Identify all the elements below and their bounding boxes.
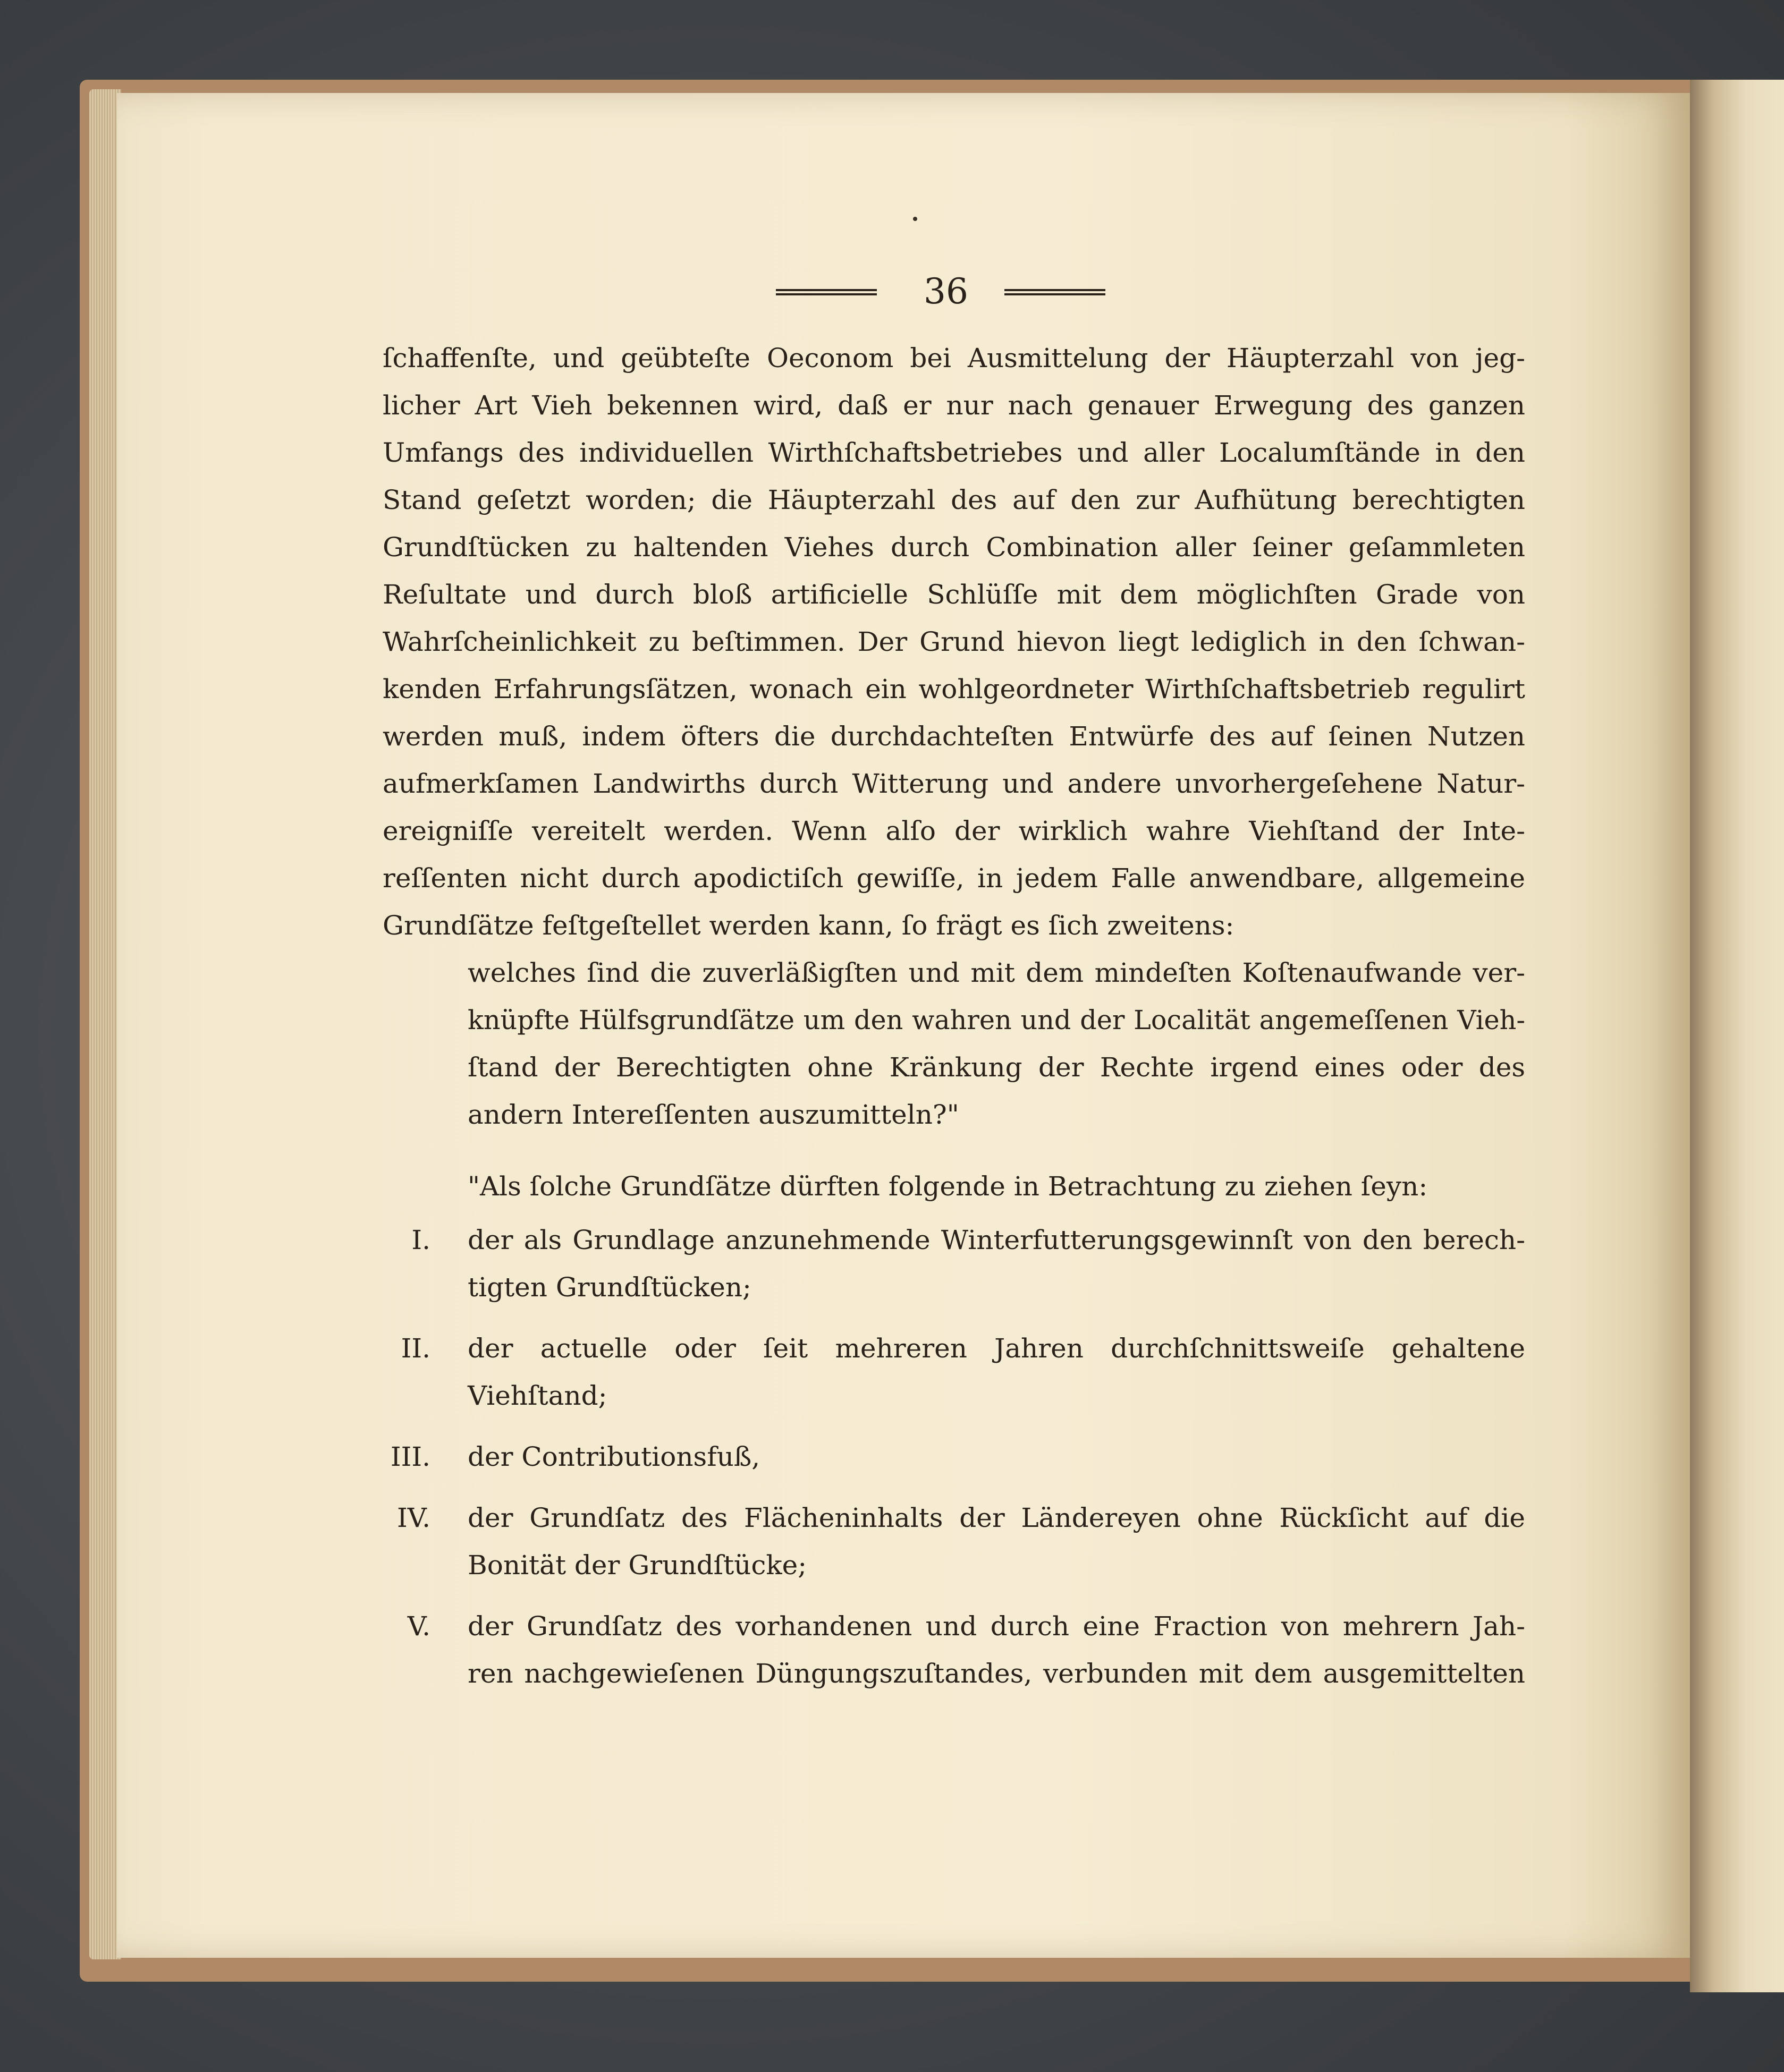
text-line: ſchaffenſte, und geübteſte Oeconom bei Ausmittelung der Häupterzahl von jeg- (383, 343, 1525, 373)
list-intro (468, 1163, 1525, 1210)
text-line: Bonität der Grundſtücke; (468, 1550, 807, 1581)
list-number: IV. (396, 1502, 430, 1533)
text-line: der als Grundlage anzunehmende Winterfutterungsgewinnſt von den berech- (468, 1225, 1525, 1255)
page-edges (89, 89, 121, 1959)
text-line: Wahrſcheinlichkeit zu beſtimmen. Der Grund hievon liegt lediglich in den ſchwan- (383, 626, 1525, 657)
text-line: Grundſätze feſtgeſtellet werden kann, ſo frägt es ſich zweitens: (383, 910, 1235, 941)
text-line: welches ſind die zuverläßigſten und mit dem mindeſten Koſtenaufwande ver- (468, 957, 1525, 988)
text-line: Reſultate und durch bloß artificielle Schlüſſe mit dem möglichſten Grade von (383, 579, 1525, 610)
text-line: Stand geſetzt worden; die Häupterzahl des auf den zur Aufhütung berechtigten (383, 485, 1525, 515)
list-number: II. (401, 1333, 430, 1364)
text-line: tigten Grundſtücken; (468, 1272, 751, 1303)
list-number: I. (411, 1225, 430, 1255)
paragraph-1 (383, 335, 1525, 949)
text-line: der actuelle oder ſeit mehreren Jahren durchſchnittsweiſe gehaltene (468, 1333, 1525, 1364)
text-line: der Grundſatz des vorhandenen und durch eine Fraction von mehrern Jah- (468, 1611, 1525, 1642)
principles-list (383, 1217, 1525, 1697)
text-line: "Als ſolche Grundſätze dürften folgende in Betrachtung zu ziehen ſeyn: (468, 1171, 1428, 1202)
text-line: der Contributionsfuß, (468, 1441, 760, 1472)
page-header (776, 271, 1116, 313)
facing-page-edge (1690, 80, 1784, 1992)
list-item (383, 1325, 1525, 1420)
list-number: III. (390, 1441, 430, 1472)
list-item (383, 1603, 1525, 1697)
text-line: werden muß, indem öfters die durchdachteſten Entwürfe des auf ſeinen Nutzen (383, 721, 1525, 752)
text-line: ren nachgewieſenen Düngungszuſtandes, verbunden mit dem ausgemittelten (468, 1658, 1525, 1689)
header-rule-left (776, 289, 877, 295)
text-line: reſſenten nicht durch apodictiſch gewiſſe, in jedem Falle anwendbare, allgemeine (383, 863, 1525, 894)
question-block (468, 949, 1525, 1139)
text-line: Viehſtand; (468, 1380, 607, 1411)
header-rule-right (1004, 289, 1105, 295)
text-line: knüpfte Hülfsgrundſätze um den wahren und der Localität angemeſſenen Vieh- (468, 1005, 1525, 1035)
text-line: ereigniſſe vereitelt werden. Wenn alſo der wirklich wahre Viehſtand der Inte- (383, 816, 1525, 846)
text-line: aufmerkſamen Landwirths durch Witterung und andere unvorhergeſehene Natur- (383, 768, 1525, 799)
text-line: Umfangs des individuellen Wirthſchaftsbetriebes und aller Localumſtände in den (383, 437, 1525, 468)
ink-speck (913, 217, 917, 221)
list-number: V. (407, 1611, 430, 1642)
list-item (383, 1433, 1525, 1481)
list-item (383, 1217, 1525, 1311)
body-text (383, 335, 1525, 1697)
page-number: 36 (924, 271, 968, 312)
text-line: kenden Erfahrungsſätzen, wonach ein wohlgeordneter Wirthſchaftsbetrieb regulirt (383, 674, 1525, 704)
text-line: Grundſtücken zu haltenden Viehes durch Combination aller ſeiner geſammleten (383, 532, 1525, 563)
text-line: andern Intereſſenten auszumitteln?" (468, 1099, 959, 1130)
list-item (383, 1494, 1525, 1589)
text-line: licher Art Vieh bekennen wird, daß er nur nach genauer Erwegung des ganzen (383, 390, 1525, 421)
text-line: der Grundſatz des Flächeninhalts der Ländereyen ohne Rückſicht auf die (468, 1502, 1525, 1533)
text-line: ſtand der Berechtigten ohne Kränkung der Rechte irgend eines oder des (468, 1052, 1525, 1083)
